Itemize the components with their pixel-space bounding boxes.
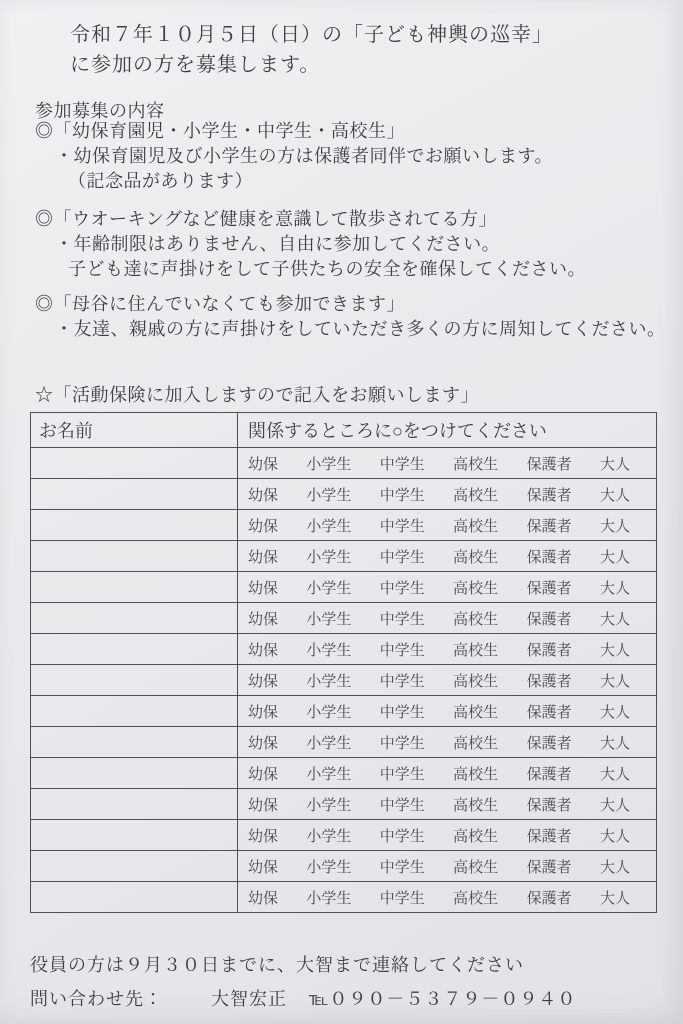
table-row [31,448,657,479]
title-line-1: 令和７年１０月５日（日）の「子ども神輿の巡幸」 [70,24,553,46]
category-options [238,763,656,784]
category-option: 小学生 [306,827,352,845]
group-title: ◎「母谷に住んでいなくても参加できます」 [35,294,405,314]
category-option: 保護者 [526,672,572,690]
category-option: 大人 [599,765,630,783]
category-option: 高校生 [453,579,499,597]
category-option: 高校生 [453,827,499,845]
category-option: 大人 [599,517,630,535]
category-option: 中学生 [379,672,425,690]
category-option: 中学生 [379,703,425,721]
category-option: 大人 [599,548,630,566]
category-option: 小学生 [306,548,352,566]
category-option: 保護者 [526,827,572,845]
group-note: ・友達、親戚の方に声掛けをしていただき多くの方に周知してください。 [55,319,666,339]
category-option: 幼保 [248,579,279,597]
category-option: 保護者 [526,734,572,752]
category-options [238,453,656,474]
category-cell [238,820,657,851]
recruit-group-walkers [35,207,586,282]
category-option: 大人 [599,827,630,845]
category-option: 小学生 [306,703,352,721]
category-option: 保護者 [526,765,572,783]
table-row [31,820,657,851]
category-option: 幼保 [248,672,279,690]
table-row [31,665,657,696]
category-option: 高校生 [453,672,499,690]
name-entry-cell [31,603,238,634]
category-options [238,484,656,505]
name-entry-cell [31,851,238,882]
insurance-note: ☆「活動保険に加入しますので記入をお願いします」 [35,385,479,405]
name-entry-cell [31,572,238,603]
table-row [31,851,657,882]
category-option: 高校生 [453,517,499,535]
contact-label: 問い合わせ先： [30,989,163,1009]
category-cell [238,665,657,696]
category-options [238,546,656,567]
name-entry-cell [31,820,238,851]
category-option: 保護者 [526,703,572,721]
table-row [31,541,657,572]
table-row [31,727,657,758]
category-cell [238,572,657,603]
category-option: 小学生 [306,579,352,597]
category-option: 中学生 [379,796,425,814]
category-option: 大人 [599,703,630,721]
category-option: 小学生 [306,641,352,659]
category-options [238,732,656,753]
category-option: 幼保 [248,765,279,783]
table-row [31,789,657,820]
name-entry-cell [31,727,238,758]
group-note: （記念品があります） [68,171,253,191]
name-entry-cell [31,479,238,510]
name-entry-cell [31,448,238,479]
category-cell [238,603,657,634]
group-title: ◎「幼保育園児・小学生・中学生・高校生」 [35,121,405,141]
category-option: 幼保 [248,486,279,504]
category-options [238,825,656,846]
category-option: 中学生 [379,548,425,566]
category-option: 大人 [599,858,630,876]
recruit-group-non-residents [35,292,666,342]
table-row [31,479,657,510]
category-option: 幼保 [248,517,279,535]
category-options [238,887,656,908]
table-header-row [31,413,657,448]
recruit-group-children [35,119,553,194]
name-entry-cell [31,510,238,541]
category-option: 高校生 [453,486,499,504]
category-option: 中学生 [379,827,425,845]
category-cell [238,696,657,727]
category-cell [238,541,657,572]
category-options [238,577,656,598]
category-option: 幼保 [248,703,279,721]
category-option: 小学生 [306,858,352,876]
category-option: 高校生 [453,796,499,814]
category-options [238,515,656,536]
category-option: 大人 [599,672,630,690]
category-option: 保護者 [526,858,572,876]
category-option: 保護者 [526,889,572,907]
category-cell [238,882,657,913]
category-option: 小学生 [306,889,352,907]
category-option: 高校生 [453,548,499,566]
relation-column-header: 関係するところに○をつけてください [238,413,657,448]
category-option: 中学生 [379,455,425,473]
category-option: 高校生 [453,703,499,721]
category-options [238,794,656,815]
table-row [31,603,657,634]
contact-phone: ℡０９０－５３７９－０９４０ [309,989,577,1009]
name-entry-cell [31,665,238,696]
category-option: 大人 [599,889,630,907]
category-option: 幼保 [248,610,279,628]
category-option: 小学生 [306,610,352,628]
group-note: ・年齢制限はありません、自由に参加してください。 [55,234,501,254]
name-entry-cell [31,882,238,913]
category-option: 保護者 [526,517,572,535]
category-cell [238,727,657,758]
name-entry-cell [31,541,238,572]
group-note: 子ども達に声掛けをして子供たちの安全を確保してください。 [68,259,586,279]
category-option: 高校生 [453,734,499,752]
category-option: 大人 [599,796,630,814]
table-row [31,510,657,541]
category-option: 小学生 [306,455,352,473]
category-option: 小学生 [306,486,352,504]
category-options [238,639,656,660]
category-option: 高校生 [453,858,499,876]
category-cell [238,634,657,665]
category-option: 保護者 [526,796,572,814]
category-cell [238,479,657,510]
category-option: 幼保 [248,734,279,752]
category-option: 中学生 [379,889,425,907]
category-option: 保護者 [526,548,572,566]
category-option: 大人 [599,486,630,504]
category-option: 高校生 [453,610,499,628]
category-option: 幼保 [248,858,279,876]
category-option: 小学生 [306,672,352,690]
category-options [238,701,656,722]
category-option: 高校生 [453,455,499,473]
title-line-2: に参加の方を募集します。 [70,54,321,76]
category-cell [238,448,657,479]
category-option: 幼保 [248,796,279,814]
category-option: 幼保 [248,889,279,907]
category-option: 高校生 [453,765,499,783]
category-options [238,608,656,629]
category-option: 大人 [599,734,630,752]
contact-line [30,985,576,1011]
category-option: 中学生 [379,486,425,504]
category-cell [238,789,657,820]
category-option: 中学生 [379,765,425,783]
category-option: 小学生 [306,517,352,535]
name-column-header: お名前 [31,413,238,448]
name-entry-cell [31,758,238,789]
category-option: 大人 [599,610,630,628]
category-option: 中学生 [379,641,425,659]
table-row [31,572,657,603]
signup-table [30,412,657,913]
category-option: 小学生 [306,765,352,783]
name-entry-cell [31,696,238,727]
category-option: 保護者 [526,486,572,504]
category-option: 高校生 [453,641,499,659]
category-options [238,670,656,691]
category-cell [238,758,657,789]
table-row [31,758,657,789]
category-option: 中学生 [379,579,425,597]
table-row [31,696,657,727]
table-row [31,882,657,913]
category-option: 幼保 [248,827,279,845]
group-title: ◎「ウオーキングなど健康を意識して散歩されてる方」 [35,209,497,229]
category-option: 幼保 [248,641,279,659]
category-option: 保護者 [526,455,572,473]
page-title [70,20,553,80]
recruit-section-heading: 参加募集の内容 [35,101,165,121]
category-option: 保護者 [526,610,572,628]
category-option: 中学生 [379,734,425,752]
category-option: 大人 [599,579,630,597]
category-option: 保護者 [526,579,572,597]
category-options [238,856,656,877]
table-row [31,634,657,665]
category-option: 幼保 [248,455,279,473]
contact-name: 大智宏正 [211,989,288,1009]
category-option: 中学生 [379,610,425,628]
signup-table-body [31,448,657,913]
category-option: 小学生 [306,734,352,752]
category-option: 高校生 [453,889,499,907]
category-option: 大人 [599,641,630,659]
category-option: 幼保 [248,548,279,566]
category-option: 保護者 [526,641,572,659]
category-option: 大人 [599,455,630,473]
deadline-note: 役員の方は９月３０日までに、大智まで連絡してください [30,955,524,975]
category-option: 中学生 [379,858,425,876]
category-cell [238,851,657,882]
name-entry-cell [31,789,238,820]
group-note: ・幼保育園児及び小学生の方は保護者同伴でお願いします。 [55,146,554,166]
category-cell [238,510,657,541]
name-entry-cell [31,634,238,665]
category-option: 中学生 [379,517,425,535]
category-option: 小学生 [306,796,352,814]
